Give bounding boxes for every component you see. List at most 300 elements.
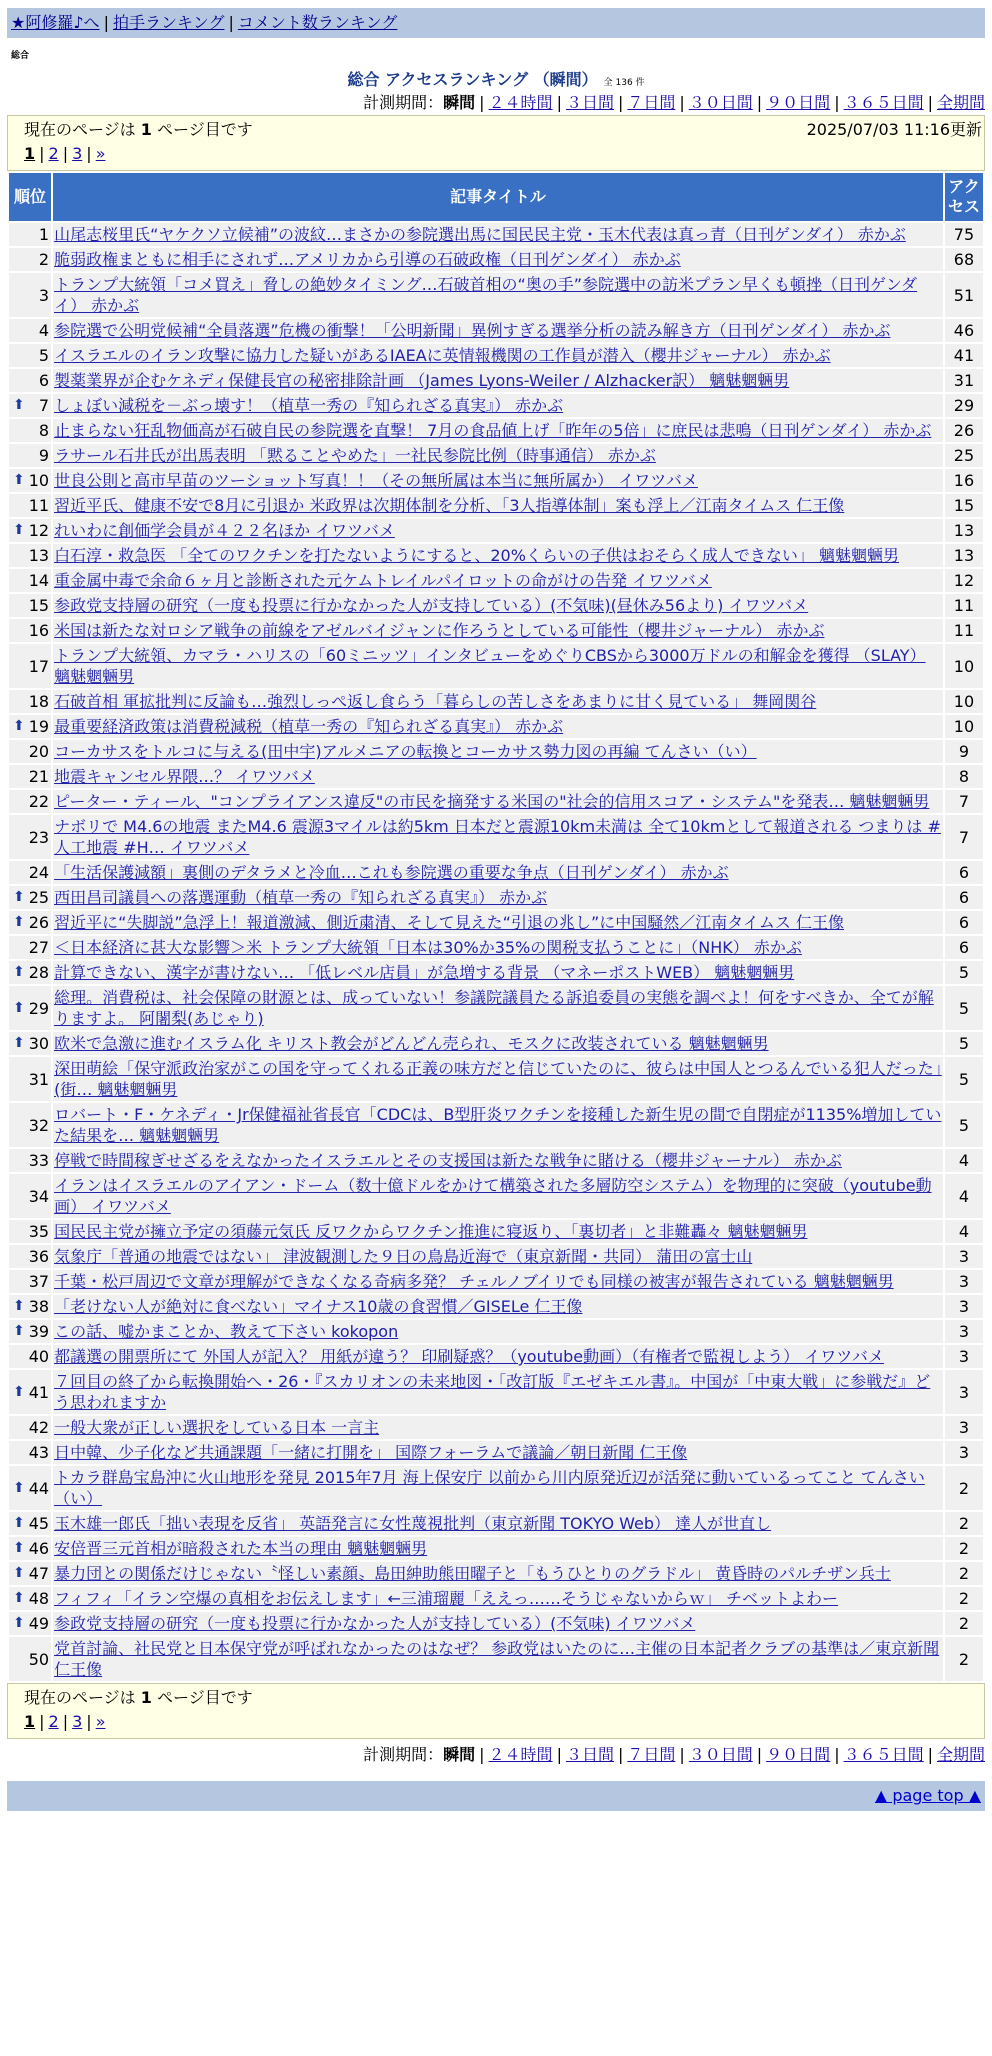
table-row	[9, 1103, 983, 1147]
rank-number: 12	[28, 521, 50, 540]
rank-cell	[9, 1370, 51, 1414]
rank-number: 8	[38, 421, 50, 440]
article-title-link[interactable]: 地震キャンセル界隈…？ イワツバメ	[54, 767, 315, 786]
period-separator: |	[927, 93, 933, 112]
period-separator: |	[834, 93, 840, 112]
rank-cell	[9, 1032, 51, 1055]
access-count: 9	[945, 740, 983, 763]
table-row	[9, 936, 983, 959]
table-row	[9, 1174, 983, 1218]
period-option-link[interactable]: 全期間	[936, 1745, 985, 1764]
article-title-link[interactable]: 「老けない人が絶対に食べない」マイナス10歳の食習慣／GISELe 仁王像	[54, 1297, 583, 1316]
period-option-link[interactable]: ３０日間	[688, 93, 753, 112]
title-cell	[53, 1032, 943, 1055]
access-count: 10	[945, 644, 983, 688]
title-cell	[53, 986, 943, 1030]
rank-up-arrow-icon: ⬆	[13, 1298, 25, 1314]
rank-cell	[9, 344, 51, 367]
pager-separator: |	[39, 1712, 45, 1731]
pager-page-link[interactable]: 3	[72, 1712, 83, 1731]
period-label: 計測期間：	[363, 1745, 444, 1764]
title-cell	[53, 1612, 943, 1635]
table-row	[9, 1587, 983, 1610]
rank-cell	[9, 765, 51, 788]
access-count: 5	[945, 1103, 983, 1147]
title-cell	[53, 715, 943, 738]
rank-number: 29	[28, 998, 50, 1018]
rank-number: 47	[28, 1564, 50, 1583]
rank-number: 6	[38, 371, 50, 390]
access-count: 3	[945, 1295, 983, 1318]
rank-number: 44	[28, 1478, 50, 1498]
table-row	[9, 569, 983, 592]
rank-cell	[9, 519, 51, 542]
article-title-link[interactable]: 深田萌絵「保守派政治家がこの国を守ってくれる正義の味方だと信じていたのに、彼らは中国人とつるんでいる犯人だった」(街… 魑魅魍魎男	[54, 1059, 942, 1099]
access-count: 31	[945, 369, 983, 392]
article-title-link[interactable]: 都議選の開票所にて 外国人が記入？ 用紙が違う？ 印刷疑惑？（youtube動画）（有権者で監視しよう） イワツバメ	[54, 1347, 884, 1366]
table-row	[9, 544, 983, 567]
table-row	[9, 1245, 983, 1268]
title-cell	[53, 1057, 943, 1101]
title-cell	[53, 419, 943, 442]
access-count: 2	[945, 1612, 983, 1635]
title-cell	[53, 1174, 943, 1218]
table-row	[9, 1562, 983, 1585]
rank-cell	[9, 544, 51, 567]
period-option-link[interactable]: ７日間	[627, 1745, 676, 1764]
paging-box-bottom	[7, 1683, 985, 1739]
period-option-link[interactable]: ３０日間	[688, 1745, 753, 1764]
rank-number: 18	[28, 692, 50, 711]
rank-up-arrow-icon: ⬆	[13, 889, 25, 905]
rank-cell	[9, 1512, 51, 1535]
pager-page-link[interactable]: 3	[72, 144, 83, 163]
rank-number: 17	[28, 656, 50, 676]
title-cell	[53, 961, 943, 984]
period-selector-bottom	[7, 1743, 985, 1767]
article-title-link[interactable]: 製薬業界が企むケネディ保健長官の秘密排除計画 （James Lyons-Weiler / Alzhacker訳） 魑魅魍魎男	[54, 371, 790, 390]
access-count: 2	[945, 1466, 983, 1510]
article-title-link[interactable]: 暴力団との関係だけじゃない〝怪しい素顔〟島田紳助熊田曜子と「もうひとりのグラドル」 黄昏時のパルチザン兵士	[54, 1564, 891, 1583]
period-option-link[interactable]: ３日間	[565, 1745, 614, 1764]
rank-cell	[9, 273, 51, 317]
rank-up-arrow-icon: ⬆	[13, 1479, 25, 1496]
rank-number: 33	[28, 1151, 50, 1170]
rank-cell	[9, 619, 51, 642]
access-count: 6	[945, 886, 983, 909]
access-count: 16	[945, 469, 983, 492]
access-count: 11	[945, 594, 983, 617]
table-row	[9, 1637, 983, 1681]
rank-number: 24	[28, 863, 50, 882]
title-cell	[53, 319, 943, 342]
title-cell	[53, 1345, 943, 1368]
table-row	[9, 1032, 983, 1055]
period-option-link[interactable]: ３日間	[565, 93, 614, 112]
access-count: 68	[945, 248, 983, 271]
title-cell	[53, 1416, 943, 1439]
nav-separator: |	[228, 13, 234, 32]
title-cell	[53, 1562, 943, 1585]
rank-cell	[9, 1612, 51, 1635]
rank-number: 15	[28, 596, 50, 615]
home-link[interactable]: ★阿修羅♪へ	[11, 13, 100, 32]
rank-number: 42	[28, 1418, 50, 1437]
access-count: 6	[945, 861, 983, 884]
rank-number: 45	[28, 1514, 50, 1533]
rank-number: 4	[38, 321, 50, 340]
article-title-link[interactable]: 参政党支持層の研究（一度も投票に行かなかった人が支持している）(不気味)(昼休み56より) イワツバメ	[54, 596, 809, 615]
rank-number: 32	[28, 1115, 50, 1135]
access-count: 2	[945, 1562, 983, 1585]
article-title-link[interactable]: 山尾志桜里氏“ヤケクソ立候補”の波紋…まさかの参院選出馬に国民民主党・玉木代表は真っ青（日刊ゲンダイ） 赤かぶ	[54, 225, 906, 244]
title-cell	[53, 1441, 943, 1464]
bottom-bar	[7, 1781, 985, 1811]
pager-next-link[interactable]: »	[95, 144, 106, 163]
rank-number: 21	[28, 767, 50, 786]
access-count: 3	[945, 1416, 983, 1439]
table-row	[9, 1612, 983, 1635]
total-count: 全 136 件	[603, 78, 645, 88]
table-row	[9, 861, 983, 884]
rank-cell	[9, 469, 51, 492]
table-row	[9, 815, 983, 859]
ranking-table	[7, 171, 985, 1683]
access-count: 4	[945, 1174, 983, 1218]
rank-number: 10	[28, 471, 50, 490]
rank-up-arrow-icon: ⬆	[13, 1590, 25, 1606]
title-cell	[53, 1220, 943, 1243]
rank-number: 49	[28, 1614, 50, 1633]
title-cell	[53, 1270, 943, 1293]
access-count: 2	[945, 1537, 983, 1560]
access-count: 41	[945, 344, 983, 367]
period-separator: |	[556, 93, 562, 112]
header-rank: 順位	[9, 173, 51, 221]
title-cell	[53, 519, 943, 542]
table-row	[9, 790, 983, 813]
article-title-link[interactable]: イスラエルのイラン攻撃に協力した疑いがあるIAEAに英情報機関の工作員が潜入（櫻井ジャーナル） 赤かぶ	[54, 346, 831, 365]
article-title-link[interactable]: 参院選で公明党候補“全員落選”危機の衝撃！「公明新聞」異例すぎる選挙分析の読み解き方（日刊ゲンダイ） 赤かぶ	[54, 321, 891, 340]
rank-number: 11	[28, 496, 50, 515]
article-title-link[interactable]: しょぼい減税を－ぶっ壊す！（植草一秀の『知られざる真実』） 赤かぶ	[54, 396, 564, 415]
pager-separator: |	[86, 144, 92, 163]
category-label: 総合	[11, 51, 30, 61]
pager-separator: |	[86, 1712, 92, 1731]
article-title-link[interactable]: 「生活保護減額」裏側のデタラメと冷血…これも参院選の重要な争点（日刊ゲンダイ） 赤かぶ	[54, 863, 729, 882]
comment-ranking-link[interactable]: コメント数ランキング	[237, 13, 398, 32]
current-page-text: 現在のページは 1 ページ目です	[24, 1688, 253, 1707]
access-count: 4	[945, 1149, 983, 1172]
rank-number: 35	[28, 1222, 50, 1241]
title-cell	[53, 369, 943, 392]
article-title-link[interactable]: この話、嘘かまことか、教えて下さい kokopon	[54, 1322, 399, 1341]
article-title-link[interactable]: ＜日本経済に甚大な影響＞米 トランプ大統領「日本は30%か35%の関税支払うことに」（NHK） 赤かぶ	[54, 938, 802, 957]
access-count: 2	[945, 1512, 983, 1535]
access-count: 7	[945, 790, 983, 813]
access-count: 26	[945, 419, 983, 442]
rank-cell	[9, 1466, 51, 1510]
access-count: 75	[945, 223, 983, 246]
rank-number: 28	[28, 963, 50, 982]
period-option-link[interactable]: ９０日間	[766, 93, 831, 112]
title-cell	[53, 740, 943, 763]
table-row	[9, 961, 983, 984]
table-row	[9, 444, 983, 467]
rank-cell	[9, 1345, 51, 1368]
rank-cell	[9, 248, 51, 271]
access-count: 3	[945, 1270, 983, 1293]
title-cell	[53, 690, 943, 713]
title-cell	[53, 1537, 943, 1560]
rank-up-arrow-icon: ⬆	[13, 999, 25, 1016]
period-option-link[interactable]: 全期間	[936, 93, 985, 112]
table-row	[9, 1416, 983, 1439]
period-option-link[interactable]: ３６５日間	[843, 1745, 924, 1764]
rank-cell	[9, 1295, 51, 1318]
article-title-link[interactable]: 安倍晋三元首相が暗殺された本当の理由 魑魅魍魎男	[54, 1539, 428, 1558]
rank-cell	[9, 1587, 51, 1610]
access-count: 7	[945, 815, 983, 859]
title-cell	[53, 815, 943, 859]
rank-up-arrow-icon: ⬆	[13, 718, 25, 734]
pager-top	[24, 142, 982, 166]
article-title-link[interactable]: 西田昌司議員への落選運動（植草一秀の『知られざる真実』） 赤かぶ	[54, 888, 548, 907]
access-count: 3	[945, 1370, 983, 1414]
period-option-link[interactable]: ２４時間	[488, 93, 553, 112]
table-row	[9, 1537, 983, 1560]
access-count: 4	[945, 1220, 983, 1243]
rank-number: 14	[28, 571, 50, 590]
updated-time: 2025/07/03 11:16更新	[806, 120, 982, 139]
period-option-link[interactable]: ２４時間	[488, 1745, 553, 1764]
title-cell	[53, 594, 943, 617]
pager-current: 1	[24, 144, 36, 163]
table-row	[9, 369, 983, 392]
article-title-link[interactable]: ７回目の終了から転換開始へ・26・『スカリオンの未来地図・「改訂版『エゼキエル書』。中国が「中東大戦」に参戦だ』どう思われますか	[54, 1372, 931, 1412]
article-title-link[interactable]: 習近平に“失脚説”急浮上！報道激減、側近粛清、そして見えた“引退の兆し”に中国騒然／江南タイムス 仁王像	[54, 913, 845, 932]
article-title-link[interactable]: フィフィ「イラン空爆の真相をお伝えします」←三浦瑠麗「ええっ……そうじゃないからｗ」 チベットよわー	[54, 1589, 839, 1608]
rank-up-arrow-icon: ⬆	[13, 1323, 25, 1339]
article-title-link[interactable]: イランはイスラエルのアイアン・ドーム（数十億ドルをかけて構築された多層防空システム）を物理的に突破（youtube動画） イワツバメ	[54, 1176, 932, 1216]
title-cell	[53, 223, 943, 246]
rank-cell	[9, 1637, 51, 1681]
rank-cell	[9, 1562, 51, 1585]
period-option-link[interactable]: ７日間	[627, 93, 676, 112]
rank-number: 2	[38, 250, 50, 269]
title-cell	[53, 911, 943, 934]
article-title-link[interactable]: ラサール石井氏が出馬表明 「黙ることやめた」一社民参院比例（時事通信） 赤かぶ	[54, 446, 656, 465]
header-title: 記事タイトル	[53, 173, 943, 221]
access-count: 10	[945, 690, 983, 713]
article-title-link[interactable]: 米国は新たな対ロシア戦争の前線をアゼルバイジャンに作ろうとしている可能性（櫻井ジャーナル） 赤かぶ	[54, 621, 825, 640]
article-title-link[interactable]: 計算できない、漢字が書けない… 「低レベル店員」が急増する背景 （マネーポストWEB） 魑魅魍魎男	[54, 963, 795, 982]
period-separator: |	[556, 1745, 562, 1764]
title-cell	[53, 861, 943, 884]
table-row	[9, 740, 983, 763]
table-row	[9, 1295, 983, 1318]
title-cell	[53, 273, 943, 317]
rank-cell	[9, 861, 51, 884]
article-title-link[interactable]: 脆弱政権まともに相手にされず…アメリカから引導の石破政権（日刊ゲンダイ） 赤かぶ	[54, 250, 681, 269]
table-row	[9, 1512, 983, 1535]
rank-number: 39	[28, 1322, 50, 1341]
title-cell	[53, 1245, 943, 1268]
rank-up-arrow-icon: ⬆	[13, 1540, 25, 1556]
title-cell	[53, 444, 943, 467]
title-cell	[53, 394, 943, 417]
rank-cell	[9, 594, 51, 617]
article-title-link[interactable]: 党首討論、社民党と日本保守党が呼ばれなかったのはなぜ？ 参政党はいたのに…主催の日本記者クラブの基準は／東京新聞 仁王像	[54, 1639, 940, 1679]
access-count: 6	[945, 911, 983, 934]
rank-cell	[9, 1057, 51, 1101]
rank-number: 9	[38, 446, 50, 465]
period-option-link[interactable]: ９０日間	[766, 1745, 831, 1764]
period-separator: |	[927, 1745, 933, 1764]
article-title-link[interactable]: 参政党支持層の研究（一度も投票に行かなかった人が支持している）(不気味) イワツバメ	[54, 1614, 696, 1633]
table-row	[9, 715, 983, 738]
pager-separator: |	[39, 144, 45, 163]
access-count: 5	[945, 986, 983, 1030]
table-row	[9, 886, 983, 909]
title-cell	[53, 644, 943, 688]
clap-ranking-link[interactable]: 拍手ランキング	[112, 13, 225, 32]
page-title-line	[7, 67, 985, 87]
access-count: 6	[945, 936, 983, 959]
pager-current: 1	[24, 1712, 36, 1731]
article-title-link[interactable]: ナボリで M4.6の地震 またM4.6 震源3マイルは約5km 日本だと震源10km未満は 全て10kmとして報道される つまりは #人工地震 #H… イワツバメ	[54, 817, 941, 857]
current-page-text: 現在のページは 1 ページ目です	[24, 120, 253, 139]
rank-cell	[9, 740, 51, 763]
title-cell	[53, 344, 943, 367]
title-cell	[53, 1512, 943, 1535]
access-count: 29	[945, 394, 983, 417]
period-separator: |	[679, 93, 685, 112]
article-title-link[interactable]: 国民民主党が擁立予定の須藤元気氏 反ワクからワクチン推進に寝返り、「裏切者」と非難轟々 魑魅魍魎男	[54, 1222, 808, 1241]
pager-page-link[interactable]: 2	[48, 1712, 59, 1731]
rank-up-arrow-icon: ⬆	[13, 1565, 25, 1581]
period-current: 瞬間	[443, 1745, 476, 1764]
rank-number: 23	[28, 827, 50, 847]
period-separator: |	[617, 93, 624, 112]
table-row	[9, 1149, 983, 1172]
pager-separator: |	[62, 144, 69, 163]
rank-number: 48	[28, 1589, 50, 1608]
nav-separator: |	[103, 13, 109, 32]
rank-number: 31	[28, 1069, 50, 1089]
rank-number: 25	[28, 888, 50, 907]
access-count: 5	[945, 1032, 983, 1055]
rank-cell	[9, 1270, 51, 1293]
rank-cell	[9, 961, 51, 984]
access-count: 10	[945, 715, 983, 738]
table-row	[9, 1345, 983, 1368]
article-title-link[interactable]: 欧米で急激に進むイスラム化 キリスト教会がどんどん売られ、モスクに改装されている 魑魅魍魎男	[54, 1034, 769, 1053]
rank-cell	[9, 1320, 51, 1343]
title-cell	[53, 1637, 943, 1681]
rank-cell	[9, 494, 51, 517]
period-separator: |	[479, 93, 485, 112]
title-cell	[53, 1295, 943, 1318]
article-title-link[interactable]: れいわに創価学会員が４２２名ほか イワツバメ	[54, 521, 395, 540]
rank-number: 13	[28, 546, 50, 565]
article-title-link[interactable]: 気象庁「普通の地震ではない」 津波観測した９日の鳥島近海で（東京新聞・共同） 蒲田の富士山	[54, 1247, 753, 1266]
period-separator: |	[679, 1745, 685, 1764]
rank-cell	[9, 369, 51, 392]
article-title-link[interactable]: 止まらない狂乱物価高が石破自民の参院選を直撃！ 7月の食品値上げ「昨年の5倍」に庶民は悲鳴（日刊ゲンダイ） 赤かぶ	[54, 421, 932, 440]
article-title-link[interactable]: 白石淳・救急医 「全てのワクチンを打たないようにすると、20%くらいの子供はおそらく成人できない」 魑魅魍魎男	[54, 546, 900, 565]
article-title-link[interactable]: 日中韓、少子化など共通課題「一緒に打開を」 国際フォーラムで議論／朝日新聞 仁王像	[54, 1443, 688, 1462]
article-title-link[interactable]: 一般大衆が正しい選択をしている日本 一言主	[54, 1418, 380, 1437]
article-title-link[interactable]: 習近平氏、健康不安で8月に引退か 米政界は次期体制を分析、「3人指導体制」案も浮上／江南タイムス 仁王像	[54, 496, 845, 515]
period-separator: |	[756, 93, 763, 112]
period-option-link[interactable]: ３６５日間	[843, 93, 924, 112]
pager-next-link[interactable]: »	[95, 1712, 106, 1731]
rank-number: 20	[28, 742, 50, 761]
access-count: 13	[945, 519, 983, 542]
article-title-link[interactable]: 世良公則と高市早苗のツーショット写真！！（その無所属は本当に無所属か） イワツバメ	[54, 471, 698, 490]
rank-up-arrow-icon: ⬆	[13, 1383, 25, 1400]
rank-number: 1	[38, 225, 50, 244]
article-title-link[interactable]: 石破首相 軍拡批判に反論も…強烈しっぺ返し食らう「暮らしの苦しさをあまりに甘く見ている」 舞岡関谷	[54, 692, 817, 711]
rank-number: 3	[38, 285, 50, 305]
rank-up-arrow-icon: ⬆	[13, 914, 25, 930]
article-title-link[interactable]: トランプ大統領、カマラ・ハリスの「60ミニッツ」インタビューをめぐりCBSから3000万ドルの和解金を獲得 （SLAY） 魑魅魍魎男	[54, 646, 926, 686]
article-title-link[interactable]: 総理。消費税は、社会保障の財源とは、成っていない！参議院議員たる訴追委員の実態を調べよ！何をすべきか、全てが解りますよ。 阿闍梨(あじゃり)	[54, 988, 934, 1028]
article-title-link[interactable]: ロバート・F・ケネディ・Jr保健福祉省長官「CDCは、B型肝炎ワクチンを接種した新生児の間で自閉症が1135%増加していた結果を… 魑魅魍魎男	[54, 1105, 942, 1145]
access-count: 3	[945, 1345, 983, 1368]
access-count: 25	[945, 444, 983, 467]
title-cell	[53, 1370, 943, 1414]
rank-cell	[9, 1174, 51, 1218]
pager-page-link[interactable]: 2	[48, 144, 59, 163]
article-title-link[interactable]: トランプ大統領「コメ買え」脅しの絶妙タイミング…石破首相の“奥の手”参院選中の訪米プラン早くも頓挫（日刊ゲンダイ） 赤かぶ	[54, 275, 918, 315]
page-top-link[interactable]: ▲ page top ▲	[874, 1786, 981, 1805]
rank-number: 26	[28, 913, 50, 932]
article-title-link[interactable]: 停戦で時間稼ぎせざるをえなかったイスラエルとその支援国は新たな戦争に賭ける（櫻井ジャーナル） 赤かぶ	[54, 1151, 842, 1170]
pager-bottom	[24, 1710, 982, 1734]
table-row	[9, 494, 983, 517]
rank-cell	[9, 1416, 51, 1439]
title-cell	[53, 494, 943, 517]
access-count: 3	[945, 1245, 983, 1268]
article-title-link[interactable]: ピーター・ティール、"コンプライアンス違反"の市民を摘発する米国の"社会的信用スコア・システム"を発表… 魑魅魍魎男	[54, 792, 930, 811]
rank-number: 40	[28, 1347, 50, 1366]
article-title-link[interactable]: 最重要経済政策は消費税減税（植草一秀の『知られざる真実』） 赤かぶ	[54, 717, 564, 736]
table-row	[9, 1270, 983, 1293]
title-cell	[53, 790, 943, 813]
rank-cell	[9, 1245, 51, 1268]
rank-cell	[9, 715, 51, 738]
title-cell	[53, 1320, 943, 1343]
article-title-link[interactable]: 重金属中毒で余命６ヶ月と診断された元ケムトレイルパイロットの命がけの告発 イワツバメ	[54, 571, 712, 590]
rank-up-arrow-icon: ⬆	[13, 522, 25, 538]
period-separator: |	[756, 1745, 763, 1764]
access-count: 15	[945, 494, 983, 517]
rank-number: 38	[28, 1297, 50, 1316]
article-title-link[interactable]: 千葉・松戸周辺で文章が理解ができなくなる奇病多発？ チェルノブイリでも同様の被害が報告されている 魑魅魍魎男	[54, 1272, 894, 1291]
rank-cell	[9, 1103, 51, 1147]
article-title-link[interactable]: コーカサスをトルコに与える(田中宇)アルメニアの転換とコーカサス勢力図の再編 てんさい（い）	[54, 742, 757, 761]
article-title-link[interactable]: トカラ群島宝島沖に火山地形を発見 2015年7月 海上保安庁 以前から川内原発近辺が活発に動いているってこと てんさい（い）	[54, 1468, 925, 1508]
rank-cell	[9, 936, 51, 959]
paging-box-top	[7, 115, 985, 171]
rank-cell	[9, 815, 51, 859]
title-cell	[53, 619, 943, 642]
article-title-link[interactable]: 玉木雄一郎氏「拙い表現を反省」 英語発言に女性蔑視批判（東京新聞 TOKYO Web） 達人が世直し	[54, 1514, 772, 1533]
rank-cell	[9, 1220, 51, 1243]
rank-up-arrow-icon: ⬆	[13, 1035, 25, 1051]
